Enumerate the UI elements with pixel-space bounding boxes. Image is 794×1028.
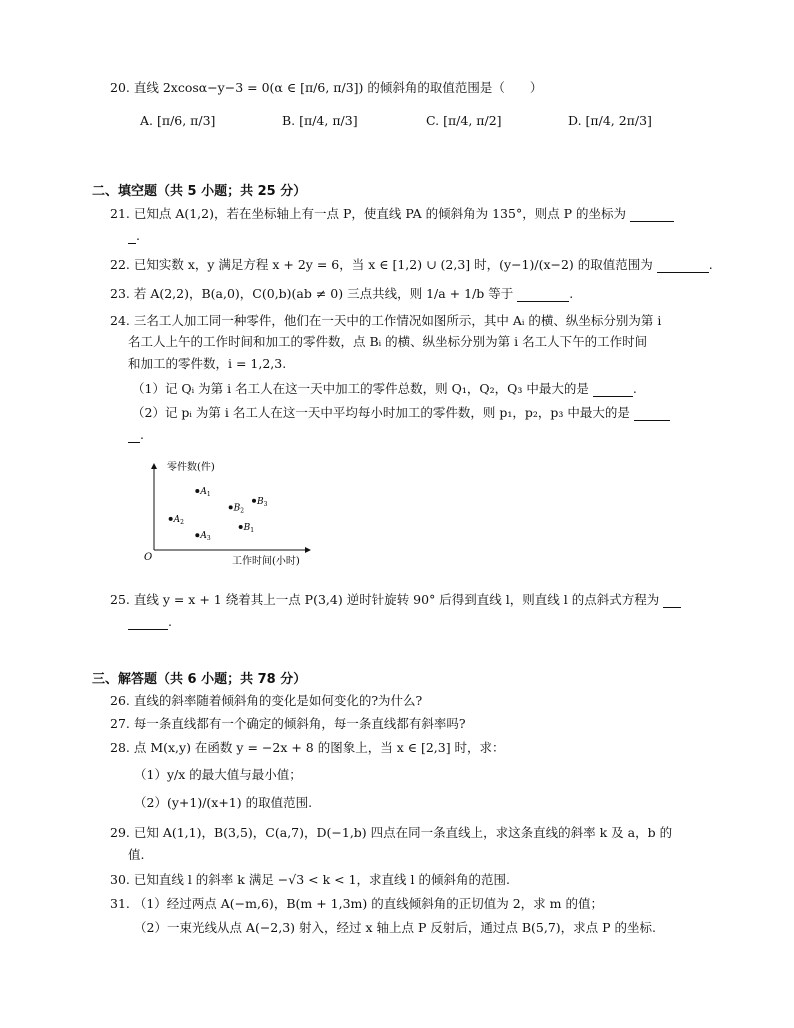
point-a3: [195, 533, 199, 537]
point-label-b1: $B_1$: [243, 523, 255, 535]
question-24-line2: 名工人上午的工作时间和加工的零件数，点 Bᵢ 的横、纵坐标分别为第 i 名工人下午的工作时间: [128, 334, 648, 349]
point-label-a1: $A_1$: [200, 486, 211, 498]
answer-blank[interactable]: [128, 617, 168, 630]
question-21-text: 21. 已知点 A(1,2)，若在坐标轴上有一点 P，使直线 PA 的倾斜角为 135°，则点 P 的坐标为: [110, 206, 627, 221]
question-25-line2: [128, 614, 172, 630]
question-22: [110, 257, 713, 273]
question-29-line1: 29. 已知 A(1,1)，B(3,5)，C(a,7)，D(−1,b) 四点在同一条直线上，求这条直线的斜率 k 及 a，b 的: [110, 825, 673, 840]
answer-blank[interactable]: [517, 289, 569, 302]
answer-blank[interactable]: [630, 209, 674, 222]
point-label-a3: $A_3$: [200, 531, 211, 543]
question-24-part2: [132, 405, 670, 421]
question-23-end: .: [569, 286, 574, 301]
answer-blank[interactable]: [657, 260, 709, 273]
option-a: A. [π/6, π/3]: [140, 113, 216, 128]
question-21-end: .: [136, 228, 140, 243]
question-27: 27. 每一条直线都有一个确定的倾斜角，每一条直线都有斜率吗?: [110, 716, 466, 731]
answer-blank[interactable]: [663, 595, 681, 608]
question-25: [110, 592, 681, 608]
question-28-part2: （2）(y+1)/(x+1) 的取值范围.: [134, 795, 313, 810]
question-21-line2: [128, 228, 140, 244]
option-b: B. [π/4, π/3]: [282, 113, 358, 128]
question-20: 20. 直线 2xcosα−y−3 = 0(α ∈ [π/6, π/3]) 的倾斜角的取值范围是（ ）: [110, 80, 543, 95]
question-24-part2-line2: [128, 427, 144, 443]
question-24-line1: 24. 三名工人加工同一种零件，他们在一天中的工作情况如图所示，其中 Aᵢ 的横、纵坐标分别为第 i: [110, 313, 662, 328]
point-b3: [252, 499, 256, 503]
option-d: D. [π/4, 2π/3]: [568, 113, 652, 128]
question-29-line2: 值.: [128, 847, 145, 862]
question-24-part2-end: .: [140, 427, 144, 442]
section-answer-title: 三、解答题（共 6 小题；共 78 分）: [92, 672, 307, 687]
question-26: 26. 直线的斜率随着倾斜角的变化是如何变化的?为什么?: [110, 693, 423, 708]
question-31-part1: 31. （1）经过两点 A(−m,6)，B(m + 1,3m) 的直线倾斜角的正切值为 2，求 m 的值；: [110, 896, 603, 911]
point-b1: [239, 525, 243, 529]
question-22-text: 22. 已知实数 x，y 满足方程 x + 2y = 6，当 x ∈ [1,2) ∪ (2,3] 时，(y−1)/(x−2) 的取值范围为: [110, 257, 653, 272]
point-label-b3: $B_3$: [257, 496, 268, 508]
origin-label: O: [144, 552, 153, 563]
question-25-end: .: [168, 614, 172, 629]
question-23-text: 23. 若 A(2,2)，B(a,0)，C(0,b)(ab ≠ 0) 三点共线，则 1/a + 1/b 等于: [110, 286, 514, 301]
x-axis-label: 工作时间(小时): [232, 556, 300, 567]
answer-blank[interactable]: [128, 231, 136, 244]
point-label-a2: $A_2$: [173, 514, 184, 526]
answer-blank[interactable]: [128, 430, 140, 443]
question-24-part1: [132, 381, 637, 397]
question-28-part1: （1）y/x 的最大值与最小值；: [134, 767, 302, 782]
data-points: [169, 487, 268, 542]
point-a2: [169, 517, 173, 521]
question-24-part2-text: （2）记 pᵢ 为第 i 名工人在这一天中平均每小时加工的零件数，则 p₁，p₂，p₃ 中最大的是: [132, 405, 630, 420]
answer-blank[interactable]: [593, 384, 633, 397]
answer-blank[interactable]: [634, 408, 670, 421]
question-24-part1-text: （1）记 Qᵢ 为第 i 名工人在这一天中加工的零件总数，则 Q₁，Q₂，Q₃ 中最大的是: [132, 381, 589, 396]
question-25-text: 25. 直线 y = x + 1 绕着其上一点 P(3,4) 逆时针旋转 90° 后得到直线 l，则直线 l 的点斜式方程为: [110, 592, 660, 607]
question-22-end: .: [708, 257, 713, 272]
worker-scatter-chart: [140, 458, 320, 570]
question-31-part2: （2）一束光线从点 A(−2,3) 射入，经过 x 轴上点 P 反射后，通过点 B(5,7)，求点 P 的坐标.: [134, 920, 657, 935]
option-c: C. [π/4, π/2]: [426, 113, 502, 128]
y-axis-label: 零件数(件): [167, 462, 215, 473]
question-21: [110, 206, 674, 222]
point-a1: [195, 489, 199, 493]
point-b2: [229, 505, 233, 509]
question-23: [110, 286, 573, 302]
question-24-part1-end: .: [632, 381, 637, 396]
question-28: 28. 点 M(x,y) 在函数 y = −2x + 8 的图象上，当 x ∈ [2,3] 时，求：: [110, 740, 505, 755]
question-24-line3: 和加工的零件数，i = 1,2,3.: [128, 356, 287, 371]
point-label-b2: $B_2$: [233, 503, 245, 515]
section-fill-in-title: 二、填空题（共 5 小题；共 25 分）: [92, 184, 307, 199]
question-30: 30. 已知直线 l 的斜率 k 满足 −√3 < k < 1，求直线 l 的倾斜角的范围.: [110, 872, 510, 887]
